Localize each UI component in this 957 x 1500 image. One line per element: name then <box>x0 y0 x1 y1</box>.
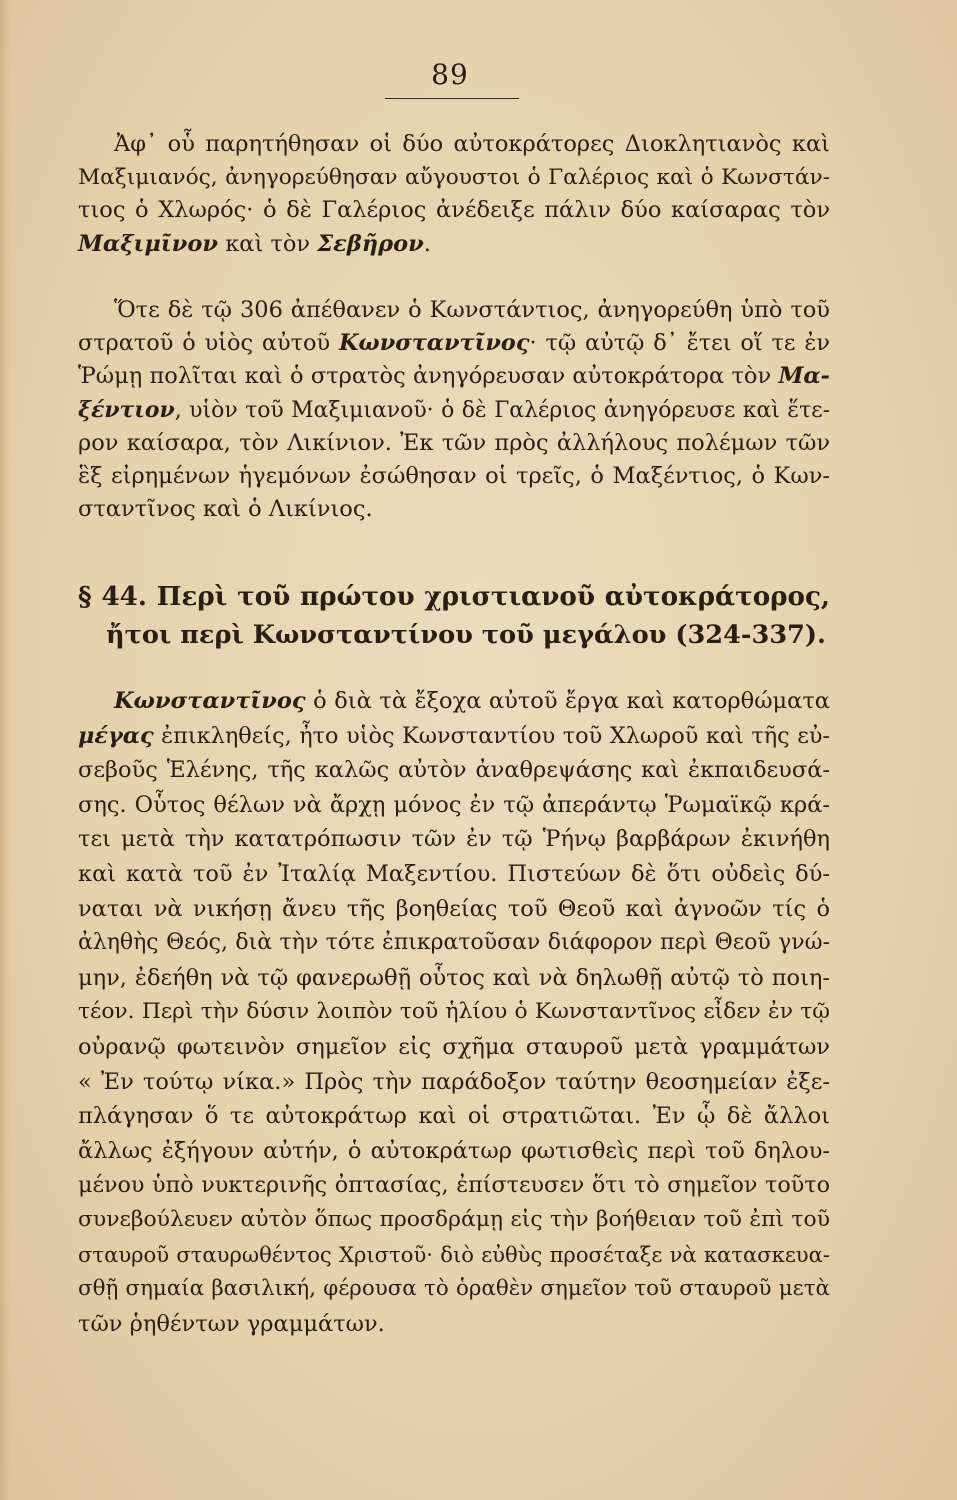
text-fragment: Ῥώμῃ πολῖται καὶ ὁ στρατὸς ἀνηγόρευσαν αὐτοκράτορα τὸν <box>78 363 772 390</box>
text-line: σταντῖνος καὶ ὁ Λικίνιος. <box>78 496 373 523</box>
paragraph-succession <box>78 294 830 526</box>
text-line: συνεβούλευεν αὐτὸν ὅπως προσδράμῃ εἰς τὴν βοήθειαν τοῦ ἐπὶ τοῦ <box>78 1206 830 1232</box>
text-line: Ὅτε δὲ τῷ 306 ἀπέθανεν ὁ Κωνστάντιος, ἀνηγορεύθη ὑπὸ τοῦ <box>114 297 830 323</box>
text-fragment: καὶ τὸν <box>225 230 311 257</box>
text-fragment: · τῷ αὐτῷ δ᾽ ἔτει οἵ τε ἐν <box>529 330 830 357</box>
text-line <box>78 360 830 393</box>
section-heading <box>78 578 830 654</box>
text-line: ἓξ εἰρημένων ἡγεμόνων ἐσώθησαν οἱ τρεῖς, ὁ Μαξέντιος, ὁ Κων- <box>78 462 830 489</box>
heading-line: § 44. Περὶ τοῦ πρώτου χριστιανοῦ αὐτοκράτορος, <box>78 581 830 612</box>
text-line: Ἀφ᾽ οὗ παρητήθησαν οἱ δύο αὐτοκράτορες Διοκλητιανὸς καὶ <box>114 131 830 157</box>
text-fragment: ὁ διὰ τὰ ἔξοχα αὐτοῦ ἔργα καὶ κατορθώματα <box>313 688 830 714</box>
name-constantine: Κωνσταντῖνος <box>114 688 306 714</box>
name-maxentius: ξέντιον <box>78 396 175 423</box>
name-maximinus: Μαξιμῖνον <box>78 230 219 257</box>
text-line: « Ἐν τούτῳ νίκα.» Πρὸς τὴν παράδοξον ταύτην θεοσημείαν ἐξε- <box>78 1068 830 1095</box>
text-line: πλάγησαν ὅ τε αὐτοκράτωρ καὶ οἱ στρατιῶται. Ἐν ᾧ δὲ ἄλλοι <box>78 1103 830 1130</box>
text-fragment: στρατοῦ ὁ υἱὸς αὐτοῦ <box>78 330 331 357</box>
text-line: ρον καίσαρα, τὸν Λικίνιον. Ἐκ τῶν πρὸς ἀλλήλους πολέμων τῶν <box>78 429 830 456</box>
heading-line: ἤτοι περὶ Κωνσταντίνου τοῦ μεγάλου (324-337). <box>106 620 826 650</box>
text-line: ἀληθὴς Θεός, διὰ τὴν τότε ἐπικρατοῦσαν διάφορον περὶ Θεοῦ γνώ- <box>78 930 830 956</box>
text-fragment: , υἱὸν τοῦ Μαξιμιανοῦ· ὁ δὲ Γαλέριος ἀνηγόρευσε καὶ ἕτε- <box>174 397 830 423</box>
text-line: μην, ἐδεήθη νὰ τῷ φανερωθῇ οὗτος καὶ νὰ δηλωθῇ αὐτῷ τὸ ποιη- <box>78 964 830 991</box>
text-line: τιος ὁ Χλωρός· ὁ δὲ Γαλέριος ἀνέδειξε πάλιν δύο καίσαρας τὸν <box>78 197 830 224</box>
text-line: σης. Οὗτος θέλων νὰ ἄρχῃ μόνος ἐν τῷ ἀπεράντῳ Ῥωμαϊκῷ κρά- <box>78 791 830 818</box>
text-line: καὶ κατὰ τοῦ ἐν Ἰταλίᾳ Μαξεντίου. Πιστεύων δὲ ὅτι οὐδεὶς δύ- <box>78 860 830 887</box>
paragraph-abdication <box>78 128 830 261</box>
name-maxentius-part: Μα- <box>778 363 830 390</box>
text-fragment: . <box>423 230 431 257</box>
text-fragment: ἐπικληθείς, ἦτο υἱὸς Κωνσταντίου τοῦ Χλωροῦ καὶ τῆς εὐ- <box>161 722 830 749</box>
text-line <box>78 684 830 719</box>
text-line <box>78 327 830 360</box>
text-line: τει μετὰ τὴν κατατρόπωσιν τῶν ἐν τῷ Ῥήνῳ βαρβάρων ἐκινήθη <box>78 826 830 853</box>
text-line: μένου ὑπὸ νυκτερινῆς ὀπτασίας, ἐπίστευσεν ὅτι τὸ σημεῖον τοῦτο <box>78 1172 830 1199</box>
page-edge-shadow <box>0 0 10 1500</box>
text-line <box>78 719 830 754</box>
header-rule <box>385 98 519 99</box>
text-line: σταυροῦ σταυρωθέντος Χριστοῦ· διὸ εὐθὺς προσέταξε νὰ κατασκευα- <box>78 1241 830 1267</box>
name-constantine: Κωνσταντῖνος <box>338 330 530 357</box>
text-line: ἄλλως ἐξήγουν αὐτήν, ὁ αὐτοκράτωρ φωτισθεὶς περὶ τοῦ δηλου- <box>78 1137 830 1164</box>
text-line: Μαξιμιανός, ἀνηγορεύθησαν αὔγουστοι ὁ Γαλέριος καὶ ὁ Κωνστάν- <box>78 165 830 191</box>
text-line: σεβοῦς Ἑλένης, τῆς καλῶς αὐτὸν ἀναθρεψάσης καὶ ἐκπαιδευσά- <box>78 757 830 784</box>
text-line <box>78 394 830 427</box>
epithet-great: μέγας <box>78 722 154 749</box>
text-line: τέον. Περὶ τὴν δύσιν λοιπὸν τοῦ ἡλίου ὁ Κωνσταντῖνος εἶδεν ἐν τῷ <box>78 999 830 1025</box>
text-line: ναται νὰ νικήσῃ ἄνευ τῆς βοηθείας τοῦ Θεοῦ καὶ ἀγνοῶν τίς ὁ <box>78 895 830 922</box>
text-line: τῶν ῥηθέντων γραμμάτων. <box>78 1310 385 1337</box>
text-line <box>78 228 830 261</box>
text-line: σθῇ σημαία βασιλική, φέρουσα τὸ ὁραθὲν σημεῖον τοῦ σταυροῦ μετὰ <box>78 1276 830 1302</box>
text-line: οὐρανῷ φωτεινὸν σημεῖον εἰς σχῆμα σταυροῦ μετὰ γραμμάτων <box>78 1033 830 1060</box>
paragraph-constantine <box>78 684 830 1341</box>
name-severus: Σεβῆρον <box>317 230 424 257</box>
page-number: 89 <box>431 58 469 91</box>
